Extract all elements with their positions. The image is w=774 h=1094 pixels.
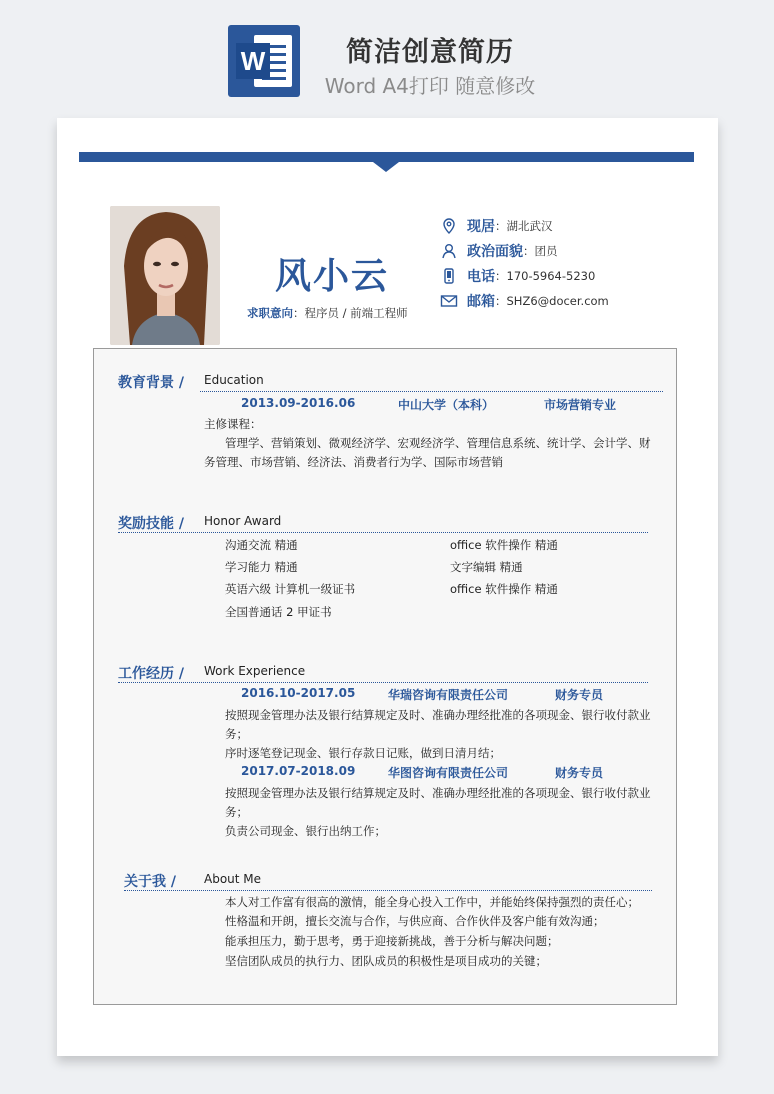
section-divider <box>200 391 663 392</box>
section-about-header <box>124 871 669 893</box>
job-duty-line: 按照现金管理办法及银行结算规定及时、准确办理经批准的各项现金、银行收付款业 <box>225 708 651 722</box>
section-education-header <box>118 372 663 394</box>
promo-title: 简洁创意简历 <box>346 37 514 68</box>
phone-icon <box>440 267 458 285</box>
award-item: 学习能力 精通 <box>225 560 298 574</box>
job-objective <box>247 305 408 321</box>
promo-subtitle: Word A4打印 随意修改 <box>324 74 536 98</box>
section-divider <box>118 682 648 683</box>
top-accent-bar <box>79 152 694 174</box>
content-box <box>93 348 677 1005</box>
section-title-en: About Me <box>204 872 262 886</box>
courses-line: 务管理、市场营销、经济法、消费者行为学、国际市场营销 <box>204 455 503 469</box>
job-duty-line: 负责公司现金、银行出纳工作； <box>225 824 386 838</box>
about-line: 性格温和开朗，擅长交流与合作，与供应商、合作伙伴及客户能有效沟通； <box>225 914 605 928</box>
section-title-cn: 工作经历 / <box>118 666 184 682</box>
job-title: 财务专员 <box>555 766 604 780</box>
job-company: 华图咨询有限责任公司 <box>388 766 509 780</box>
promo-header <box>0 0 774 118</box>
word-icon <box>228 25 300 97</box>
job-duty-line: 务； <box>225 727 248 741</box>
section-title-en: Honor Award <box>204 514 282 528</box>
award-item: office 软件操作 精通 <box>450 538 558 552</box>
section-awards-header <box>118 513 663 535</box>
section-work-header <box>118 663 663 685</box>
job-duty-line: 务； <box>225 805 248 819</box>
resume-paper <box>57 118 718 1056</box>
section-title-cn: 教育背景 / <box>118 375 184 391</box>
about-line: 本人对工作富有很高的激情，能全身心投入工作中，并能始终保持强烈的责任心； <box>225 895 639 909</box>
section-title-cn: 奖励技能 / <box>118 516 184 532</box>
award-item: 全国普通话 2 甲证书 <box>225 605 332 619</box>
section-title-en: Work Experience <box>204 664 306 678</box>
section-divider <box>124 890 652 891</box>
education-school: 中山大学（本科） <box>398 398 495 412</box>
job-period: 2016.10-2017.05 <box>241 686 356 700</box>
courses-label: 主修课程： <box>204 417 262 431</box>
person-icon <box>440 242 458 260</box>
job-period: 2017.07-2018.09 <box>241 764 356 778</box>
contact-phone: 电话 ：170-5964-5230 <box>440 263 609 288</box>
person-name: 风小云 <box>274 256 389 297</box>
objective-label: 求职意向 <box>247 306 293 320</box>
contact-email: 邮箱 ：SHZ6@docer.com <box>440 288 609 313</box>
contact-list <box>440 213 609 313</box>
job-duty-line: 序时逐笔登记现金、银行存款日记账，做到日清月结； <box>225 746 501 760</box>
job-duty-line: 按照现金管理办法及银行结算规定及时、准确办理经批准的各项现金、银行收付款业 <box>225 786 651 800</box>
section-divider <box>118 532 648 533</box>
profile-photo <box>110 206 220 345</box>
education-major: 市场营销专业 <box>544 398 617 412</box>
award-item: 英语六级 计算机一级证书 <box>225 582 356 596</box>
award-item: 沟通交流 精通 <box>225 538 298 552</box>
word-icon-letter: W <box>236 43 270 79</box>
courses-line: 管理学、营销策划、微观经济学、宏观经济学、管理信息系统、统计学、会计学、财 <box>225 436 651 450</box>
about-line: 坚信团队成员的执行力、团队成员的积极性是项目成功的关键； <box>225 954 547 968</box>
job-company: 华瑞咨询有限责任公司 <box>388 688 509 702</box>
section-title-cn: 关于我 / <box>124 874 176 890</box>
contact-location: 现居 ：湖北武汉 <box>440 213 609 238</box>
education-period: 2013.09-2016.06 <box>241 396 356 410</box>
award-item: 文字编辑 精通 <box>450 560 523 574</box>
objective-value: ：程序员 / 前端工程师 <box>293 306 408 320</box>
mail-icon <box>440 292 458 310</box>
award-item: office 软件操作 精通 <box>450 582 558 596</box>
contact-political: 政治面貌 ：团员 <box>440 238 609 263</box>
job-title: 财务专员 <box>555 688 604 702</box>
location-icon <box>440 217 458 235</box>
section-title-en: Education <box>204 373 264 387</box>
about-line: 能承担压力，勤于思考，勇于迎接新挑战，善于分析与解决问题； <box>225 934 559 948</box>
